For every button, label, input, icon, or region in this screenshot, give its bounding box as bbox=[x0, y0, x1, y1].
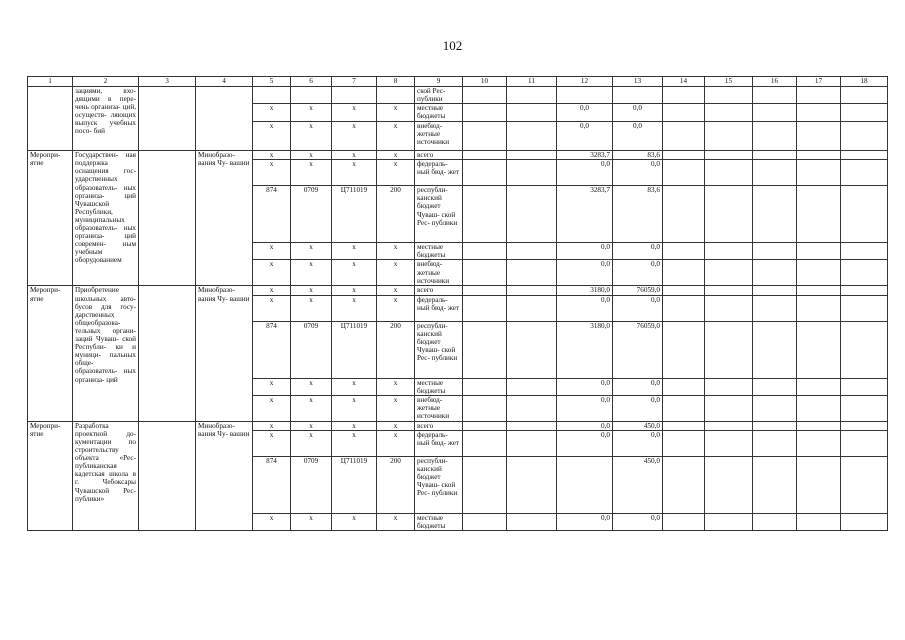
executor-cell: Минобразо- вания Чу- вашии bbox=[196, 421, 253, 530]
cell-11 bbox=[507, 321, 557, 378]
cell-11 bbox=[507, 160, 557, 186]
cell-10 bbox=[463, 378, 507, 395]
code-cell: х bbox=[377, 260, 415, 286]
code-cell: х bbox=[332, 122, 377, 151]
value-cell-12: 0,0 bbox=[557, 122, 613, 151]
cell-18 bbox=[841, 260, 888, 286]
cell-16 bbox=[753, 378, 797, 395]
cell-14 bbox=[663, 186, 705, 243]
column-number-8: 8 bbox=[377, 77, 415, 87]
event-name-cell: Государствен- ная поддержка оснащения гос- ударственных образователь- ных организа- ций Чувашской Республики, муниципальных образователь- ных организа- ций современ- ным учебным оборудованием bbox=[73, 151, 139, 286]
table-row bbox=[28, 87, 888, 104]
cell-10 bbox=[463, 151, 507, 160]
table-row bbox=[28, 286, 888, 295]
cell-10 bbox=[463, 104, 507, 122]
cell-10 bbox=[463, 421, 507, 430]
code-cell: х bbox=[332, 243, 377, 260]
funding-source-cell: всего bbox=[415, 421, 463, 430]
code-cell: х bbox=[291, 295, 332, 321]
cell-17 bbox=[797, 104, 841, 122]
code-cell: 200 bbox=[377, 321, 415, 378]
cell-10 bbox=[463, 286, 507, 295]
code-cell: х bbox=[291, 151, 332, 160]
value-cell-13: 0,0 bbox=[613, 122, 663, 151]
value-cell-13: 76059,0 bbox=[613, 321, 663, 378]
column-number-13: 13 bbox=[613, 77, 663, 87]
cell-10 bbox=[463, 122, 507, 151]
column-number-17: 17 bbox=[797, 77, 841, 87]
value-cell-13: 450,0 bbox=[613, 456, 663, 513]
code-cell: х bbox=[291, 104, 332, 122]
code-cell: х bbox=[291, 160, 332, 186]
code-cell: х bbox=[377, 151, 415, 160]
cell-11 bbox=[507, 513, 557, 530]
code-cell: х bbox=[253, 378, 291, 395]
event-kind-cell: Меропри- ятие bbox=[28, 151, 73, 286]
cell-15 bbox=[705, 151, 753, 160]
cell-14 bbox=[663, 378, 705, 395]
cell-14 bbox=[663, 421, 705, 430]
cell-15 bbox=[705, 321, 753, 378]
cell-11 bbox=[507, 430, 557, 456]
code-cell: х bbox=[332, 378, 377, 395]
code-cell: 200 bbox=[377, 186, 415, 243]
column-number-14: 14 bbox=[663, 77, 705, 87]
code-cell: х bbox=[253, 160, 291, 186]
cell-17 bbox=[797, 186, 841, 243]
code-cell: х bbox=[253, 421, 291, 430]
cell-16 bbox=[753, 513, 797, 530]
cell-11 bbox=[507, 395, 557, 421]
cell-18 bbox=[841, 151, 888, 160]
cell-14 bbox=[663, 430, 705, 456]
cell-18 bbox=[841, 430, 888, 456]
code-cell: х bbox=[377, 430, 415, 456]
cell-14 bbox=[663, 321, 705, 378]
code-cell bbox=[377, 87, 415, 104]
code-cell: Ц711019 bbox=[332, 186, 377, 243]
column-number-1: 1 bbox=[28, 77, 73, 87]
cell-15 bbox=[705, 456, 753, 513]
cell-14 bbox=[663, 395, 705, 421]
column-number-4: 4 bbox=[196, 77, 253, 87]
cell-14 bbox=[663, 295, 705, 321]
value-cell-12 bbox=[557, 87, 613, 104]
table-row bbox=[28, 421, 888, 430]
code-cell: 200 bbox=[377, 456, 415, 513]
cell-16 bbox=[753, 122, 797, 151]
cell-10 bbox=[463, 295, 507, 321]
funding-source-cell: всего bbox=[415, 286, 463, 295]
cell-11 bbox=[507, 151, 557, 160]
value-cell-12: 0,0 bbox=[557, 104, 613, 122]
code-cell: х bbox=[291, 421, 332, 430]
value-cell-13: 0,0 bbox=[613, 104, 663, 122]
cell-11 bbox=[507, 260, 557, 286]
cell-15 bbox=[705, 243, 753, 260]
cell-15 bbox=[705, 186, 753, 243]
value-cell-12: 0,0 bbox=[557, 260, 613, 286]
value-cell-13: 0,0 bbox=[613, 395, 663, 421]
cell-11 bbox=[507, 243, 557, 260]
code-cell: х bbox=[332, 104, 377, 122]
cell-10 bbox=[463, 456, 507, 513]
column-number-5: 5 bbox=[253, 77, 291, 87]
code-cell: х bbox=[253, 295, 291, 321]
code-cell: х bbox=[332, 260, 377, 286]
value-cell-12: 0,0 bbox=[557, 295, 613, 321]
cell-18 bbox=[841, 456, 888, 513]
cell-14 bbox=[663, 513, 705, 530]
cell-14 bbox=[663, 286, 705, 295]
value-cell-12: 0,0 bbox=[557, 395, 613, 421]
cell-11 bbox=[507, 104, 557, 122]
cell-17 bbox=[797, 421, 841, 430]
code-cell: х bbox=[253, 430, 291, 456]
funding-source-cell: ской Рес- публики bbox=[415, 87, 463, 104]
cell-15 bbox=[705, 87, 753, 104]
code-cell: х bbox=[332, 151, 377, 160]
cell-17 bbox=[797, 430, 841, 456]
code-cell: х bbox=[377, 421, 415, 430]
cell-18 bbox=[841, 378, 888, 395]
cell-10 bbox=[463, 243, 507, 260]
funding-source-cell: всего bbox=[415, 151, 463, 160]
cell-14 bbox=[663, 260, 705, 286]
cell-17 bbox=[797, 456, 841, 513]
cell-17 bbox=[797, 295, 841, 321]
cell-10 bbox=[463, 321, 507, 378]
cell-18 bbox=[841, 395, 888, 421]
cell-11 bbox=[507, 421, 557, 430]
cell-16 bbox=[753, 321, 797, 378]
cell-18 bbox=[841, 160, 888, 186]
code-cell: х bbox=[291, 395, 332, 421]
cell-10 bbox=[463, 160, 507, 186]
cell-15 bbox=[705, 295, 753, 321]
cell-16 bbox=[753, 295, 797, 321]
cell-18 bbox=[841, 295, 888, 321]
code-cell bbox=[332, 87, 377, 104]
cell-16 bbox=[753, 243, 797, 260]
cell-15 bbox=[705, 286, 753, 295]
cell-11 bbox=[507, 186, 557, 243]
code-cell: х bbox=[377, 295, 415, 321]
value-cell-12: 3180,0 bbox=[557, 321, 613, 378]
cell-16 bbox=[753, 151, 797, 160]
cell-17 bbox=[797, 286, 841, 295]
cell-17 bbox=[797, 321, 841, 378]
code-cell bbox=[291, 87, 332, 104]
code-cell: 0709 bbox=[291, 321, 332, 378]
cell-11 bbox=[507, 295, 557, 321]
value-cell-13: 0,0 bbox=[613, 243, 663, 260]
code-cell: х bbox=[291, 122, 332, 151]
code-cell: х bbox=[332, 513, 377, 530]
cell-15 bbox=[705, 430, 753, 456]
cell-10 bbox=[463, 186, 507, 243]
value-cell-13: 0,0 bbox=[613, 378, 663, 395]
code-cell: х bbox=[253, 395, 291, 421]
cell-17 bbox=[797, 395, 841, 421]
cell-16 bbox=[753, 87, 797, 104]
value-cell-13: 83,6 bbox=[613, 186, 663, 243]
code-cell: х bbox=[332, 395, 377, 421]
value-cell-13: 76059,0 bbox=[613, 286, 663, 295]
code-cell: х bbox=[291, 286, 332, 295]
column-number-3: 3 bbox=[139, 77, 196, 87]
code-cell: х bbox=[377, 378, 415, 395]
code-cell: х bbox=[377, 122, 415, 151]
value-cell-12: 3180,0 bbox=[557, 286, 613, 295]
cell-14 bbox=[663, 87, 705, 104]
cell-15 bbox=[705, 378, 753, 395]
code-cell: Ц711019 bbox=[332, 321, 377, 378]
funding-source-cell: федераль- ный бюд- жет bbox=[415, 295, 463, 321]
code-cell: х bbox=[332, 295, 377, 321]
value-cell-12: 3283,7 bbox=[557, 186, 613, 243]
column-number-15: 15 bbox=[705, 77, 753, 87]
cell-kind bbox=[28, 87, 73, 151]
event-name-cell: Разработка проектной до- кументации по строительству объекта «Рес- публиканская кадетская школа в г. Чебоксары Чувашской Рес- публики» bbox=[73, 421, 139, 530]
code-cell: х bbox=[253, 286, 291, 295]
cell-10 bbox=[463, 260, 507, 286]
cell-17 bbox=[797, 151, 841, 160]
event-kind-cell: Меропри- ятие bbox=[28, 286, 73, 421]
page-number: 102 bbox=[442, 38, 463, 53]
cell-10 bbox=[463, 430, 507, 456]
cell-10 bbox=[463, 87, 507, 104]
table-row bbox=[28, 151, 888, 160]
cell-17 bbox=[797, 122, 841, 151]
cell-11 bbox=[507, 87, 557, 104]
code-cell: х bbox=[253, 260, 291, 286]
funding-source-cell: республи- канский бюджет Чуваш- ской Рес- публики bbox=[415, 186, 463, 243]
funding-source-cell: местные бюджеты bbox=[415, 104, 463, 122]
cell-17 bbox=[797, 378, 841, 395]
event-kind-cell: Меропри- ятие bbox=[28, 421, 73, 530]
cell-3 bbox=[139, 286, 196, 421]
executor-cell: Минобразо- вания Чу- вашии bbox=[196, 286, 253, 421]
cell-18 bbox=[841, 186, 888, 243]
funding-source-cell: внебюд- жетные источники bbox=[415, 260, 463, 286]
cell-18 bbox=[841, 421, 888, 430]
funding-source-cell: внебюд- жетные источники bbox=[415, 395, 463, 421]
value-cell-13: 0,0 bbox=[613, 160, 663, 186]
cell-3 bbox=[139, 421, 196, 530]
column-number-10: 10 bbox=[463, 77, 507, 87]
cell-14 bbox=[663, 160, 705, 186]
cell-17 bbox=[797, 260, 841, 286]
cell-11 bbox=[507, 378, 557, 395]
event-name-cell: Приобретение школьных авто- бусов для госу- дарственных общеобразова- тельных органи- заций Чуваш- ской Республи- ки и муници- пальных обще- образователь- ных организа- ций bbox=[73, 286, 139, 421]
code-cell: 874 bbox=[253, 321, 291, 378]
funding-source-cell: местные бюджеты bbox=[415, 513, 463, 530]
cell-3 bbox=[139, 151, 196, 286]
column-number-11: 11 bbox=[507, 77, 557, 87]
cell-16 bbox=[753, 395, 797, 421]
value-cell-12 bbox=[557, 456, 613, 513]
cell-15 bbox=[705, 160, 753, 186]
value-cell-12: 3283,7 bbox=[557, 151, 613, 160]
cell-17 bbox=[797, 87, 841, 104]
code-cell: х bbox=[377, 286, 415, 295]
cell-16 bbox=[753, 160, 797, 186]
column-number-row bbox=[28, 77, 888, 87]
code-cell: х bbox=[253, 104, 291, 122]
code-cell: х bbox=[377, 243, 415, 260]
cell-15 bbox=[705, 104, 753, 122]
cell-15 bbox=[705, 513, 753, 530]
cell-15 bbox=[705, 260, 753, 286]
code-cell: х bbox=[377, 160, 415, 186]
value-cell-13: 0,0 bbox=[613, 513, 663, 530]
column-number-12: 12 bbox=[557, 77, 613, 87]
code-cell: х bbox=[291, 430, 332, 456]
cell-16 bbox=[753, 104, 797, 122]
code-cell: х bbox=[332, 160, 377, 186]
cell-14 bbox=[663, 456, 705, 513]
cell-18 bbox=[841, 104, 888, 122]
code-cell: Ц711019 bbox=[332, 456, 377, 513]
cell-18 bbox=[841, 87, 888, 104]
column-number-2: 2 bbox=[73, 77, 139, 87]
cell-15 bbox=[705, 421, 753, 430]
cell-15 bbox=[705, 395, 753, 421]
funding-source-cell: республи- канский бюджет Чуваш- ской Рес- публики bbox=[415, 456, 463, 513]
code-cell: х bbox=[291, 243, 332, 260]
value-cell-12: 0,0 bbox=[557, 378, 613, 395]
cell-14 bbox=[663, 122, 705, 151]
cell-18 bbox=[841, 122, 888, 151]
cell-11 bbox=[507, 286, 557, 295]
cell-18 bbox=[841, 286, 888, 295]
cell-16 bbox=[753, 456, 797, 513]
cell-18 bbox=[841, 243, 888, 260]
cell-16 bbox=[753, 186, 797, 243]
value-cell-13: 83,6 bbox=[613, 151, 663, 160]
value-cell-13: 0,0 bbox=[613, 260, 663, 286]
cell-15 bbox=[705, 122, 753, 151]
cell-18 bbox=[841, 321, 888, 378]
value-cell-12: 0,0 bbox=[557, 160, 613, 186]
event-name-cell: зациями, вхо- дящими в пере- чень организа- ций, осуществ- ляющих выпуск учебных посо- бий bbox=[73, 87, 139, 151]
value-cell-12: 0,0 bbox=[557, 421, 613, 430]
cell-14 bbox=[663, 151, 705, 160]
cell-16 bbox=[753, 286, 797, 295]
executor-cell: Минобразо- вания Чу- вашии bbox=[196, 151, 253, 286]
cell-10 bbox=[463, 395, 507, 421]
column-number-7: 7 bbox=[332, 77, 377, 87]
cell-14 bbox=[663, 104, 705, 122]
cell-11 bbox=[507, 122, 557, 151]
column-number-18: 18 bbox=[841, 77, 888, 87]
code-cell: 874 bbox=[253, 456, 291, 513]
code-cell: 0709 bbox=[291, 456, 332, 513]
code-cell: х bbox=[377, 513, 415, 530]
cell-16 bbox=[753, 430, 797, 456]
code-cell: х bbox=[332, 430, 377, 456]
code-cell: х bbox=[332, 286, 377, 295]
funding-source-cell: республи- канский бюджет Чуваш- ской Рес- публики bbox=[415, 321, 463, 378]
value-cell-12: 0,0 bbox=[557, 430, 613, 456]
value-cell-12: 0,0 bbox=[557, 513, 613, 530]
cell-10 bbox=[463, 513, 507, 530]
code-cell bbox=[253, 87, 291, 104]
funding-source-cell: местные бюджеты bbox=[415, 243, 463, 260]
cell-17 bbox=[797, 513, 841, 530]
executor-cell bbox=[196, 87, 253, 151]
column-number-16: 16 bbox=[753, 77, 797, 87]
cell-14 bbox=[663, 243, 705, 260]
code-cell: х bbox=[332, 421, 377, 430]
cell-16 bbox=[753, 421, 797, 430]
cell-3 bbox=[139, 87, 196, 151]
code-cell: х bbox=[377, 395, 415, 421]
value-cell-13: 0,0 bbox=[613, 295, 663, 321]
budget-table bbox=[27, 76, 888, 531]
cell-18 bbox=[841, 513, 888, 530]
code-cell: х bbox=[291, 260, 332, 286]
code-cell: х bbox=[291, 513, 332, 530]
code-cell: х bbox=[291, 378, 332, 395]
column-number-6: 6 bbox=[291, 77, 332, 87]
value-cell-12: 0,0 bbox=[557, 243, 613, 260]
funding-source-cell: внебюд- жетные источники bbox=[415, 122, 463, 151]
code-cell: 874 bbox=[253, 186, 291, 243]
code-cell: х bbox=[253, 243, 291, 260]
cell-16 bbox=[753, 260, 797, 286]
funding-source-cell: федераль- ный бюд- жет bbox=[415, 160, 463, 186]
value-cell-13: 450,0 bbox=[613, 421, 663, 430]
code-cell: х bbox=[253, 513, 291, 530]
code-cell: х bbox=[253, 151, 291, 160]
funding-source-cell: местные бюджеты bbox=[415, 378, 463, 395]
value-cell-13: 0,0 bbox=[613, 430, 663, 456]
column-number-9: 9 bbox=[415, 77, 463, 87]
cell-17 bbox=[797, 243, 841, 260]
value-cell-13 bbox=[613, 87, 663, 104]
cell-17 bbox=[797, 160, 841, 186]
cell-11 bbox=[507, 456, 557, 513]
code-cell: х bbox=[253, 122, 291, 151]
code-cell: х bbox=[377, 104, 415, 122]
code-cell: 0709 bbox=[291, 186, 332, 243]
funding-source-cell: федераль- ный бюд- жет bbox=[415, 430, 463, 456]
